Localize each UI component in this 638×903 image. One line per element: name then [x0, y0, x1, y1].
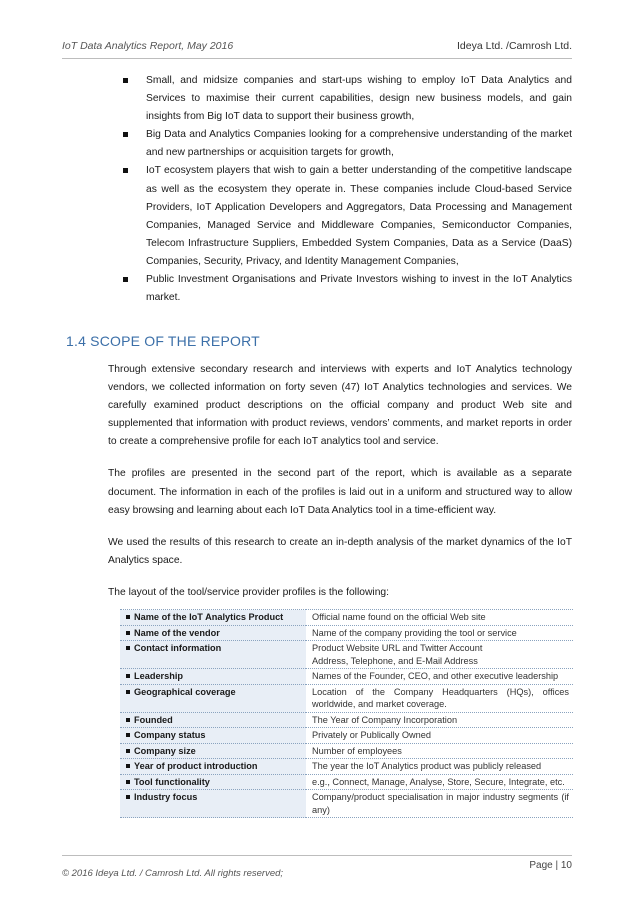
- square-bullet-icon: [126, 780, 130, 784]
- profile-layout-table: [120, 609, 573, 818]
- section-heading: 1.4 SCOPE OF THE REPORT: [66, 333, 260, 349]
- square-bullet-icon: [123, 277, 128, 282]
- table-row: Tool functionality e.g., Connect, Manage, Analyse, Store, Secure, Integrate, etc.: [120, 774, 573, 790]
- square-bullet-icon: [126, 733, 130, 737]
- paragraph: The profiles are presented in the second part of the report, which is available as a separate document. The information in each of the profiles is laid out in a uniform and structured way to allow easy browsing and learning about each IoT Data Analytics tool in a time-efficient way.: [108, 468, 572, 516]
- paragraph: The layout of the tool/service provider profiles is the following:: [108, 586, 390, 598]
- page-number: Page | 10: [529, 860, 572, 871]
- square-bullet-icon: [126, 795, 130, 799]
- square-bullet-icon: [126, 718, 130, 722]
- company-names: Ideya Ltd. /Camrosh Ltd.: [457, 40, 572, 52]
- footer-divider: [62, 855, 572, 856]
- square-bullet-icon: [126, 674, 130, 678]
- square-bullet-icon: [123, 132, 128, 137]
- page-header: [0, 0, 638, 58]
- square-bullet-icon: [126, 615, 130, 619]
- list-item: IoT ecosystem players that wish to gain a better understanding of the competitive landscape as well as the ecosystem they operate in. These companies include Cloud-based Service Providers, IoT Application Developers and Aggregators, Data Processing and Management Companies, Managed Service and Middleware Companies, Semiconductor Companies, Telecom Infrastructure Suppliers, Embedded System Companies, Data as a Service (DaaS) Companies, Security, Privacy, and Identity Management Companies,: [120, 162, 572, 271]
- square-bullet-icon: [126, 631, 130, 635]
- table-row: Contact information Product Website URL and Twitter Account Address, Telephone, and E-Mail Address: [120, 641, 573, 669]
- header-divider: [62, 58, 572, 59]
- square-bullet-icon: [126, 764, 130, 768]
- report-title: IoT Data Analytics Report, May 2016: [62, 40, 234, 52]
- table-row: Industry focus Company/product specialisation in major industry segments (if any): [120, 790, 573, 818]
- paragraph: We used the results of this research to create an in-depth analysis of the market dynamics of the IoT Analytics space.: [108, 536, 572, 566]
- list-item: Big Data and Analytics Companies looking for a comprehensive understanding of the market and new partnerships or acquisition targets for growth,: [120, 126, 572, 162]
- table-row: Leadership Names of the Founder, CEO, and other executive leadership: [120, 669, 573, 685]
- copyright-notice: © 2016 Ideya Ltd. / Camrosh Ltd. All rights reserved;: [62, 868, 284, 879]
- table-row: Company size Number of employees: [120, 743, 573, 759]
- square-bullet-icon: [123, 168, 128, 173]
- target-audience-list: [120, 72, 572, 307]
- table-row: Name of the vendor Name of the company providing the tool or service: [120, 625, 573, 641]
- table-row: Name of the IoT Analytics Product Official name found on the official Web site: [120, 610, 573, 626]
- table-row: Company status Privately or Publically Owned: [120, 728, 573, 744]
- section-body: [108, 361, 572, 616]
- square-bullet-icon: [126, 646, 130, 650]
- table-row: Year of product introduction The year the IoT Analytics product was publicly released: [120, 759, 573, 775]
- table-row: Geographical coverage Location of the Company Headquarters (HQs), offices worldwide, and market coverage.: [120, 684, 573, 712]
- list-item: Public Investment Organisations and Private Investors wishing to invest in the IoT Analytics market.: [120, 271, 572, 307]
- square-bullet-icon: [123, 78, 128, 83]
- list-item: Small, and midsize companies and start-ups wishing to employ IoT Data Analytics and Services to maximise their current capabilities, design new business models, and gain insights from Big IoT data to support their business growth,: [120, 72, 572, 126]
- table-row: Founded The Year of Company Incorporation: [120, 712, 573, 728]
- square-bullet-icon: [126, 749, 130, 753]
- square-bullet-icon: [126, 690, 130, 694]
- paragraph: Through extensive secondary research and interviews with experts and IoT Analytics technology vendors, we collected information on forty seven (47) IoT Analytics technologies and services. We carefully examined product descriptions on the official company and product Web site and supplemented that information with product reviews, vendors’ comments, and market reports in order to create a comprehensive profile for each IoT analytics tool and service.: [108, 364, 572, 448]
